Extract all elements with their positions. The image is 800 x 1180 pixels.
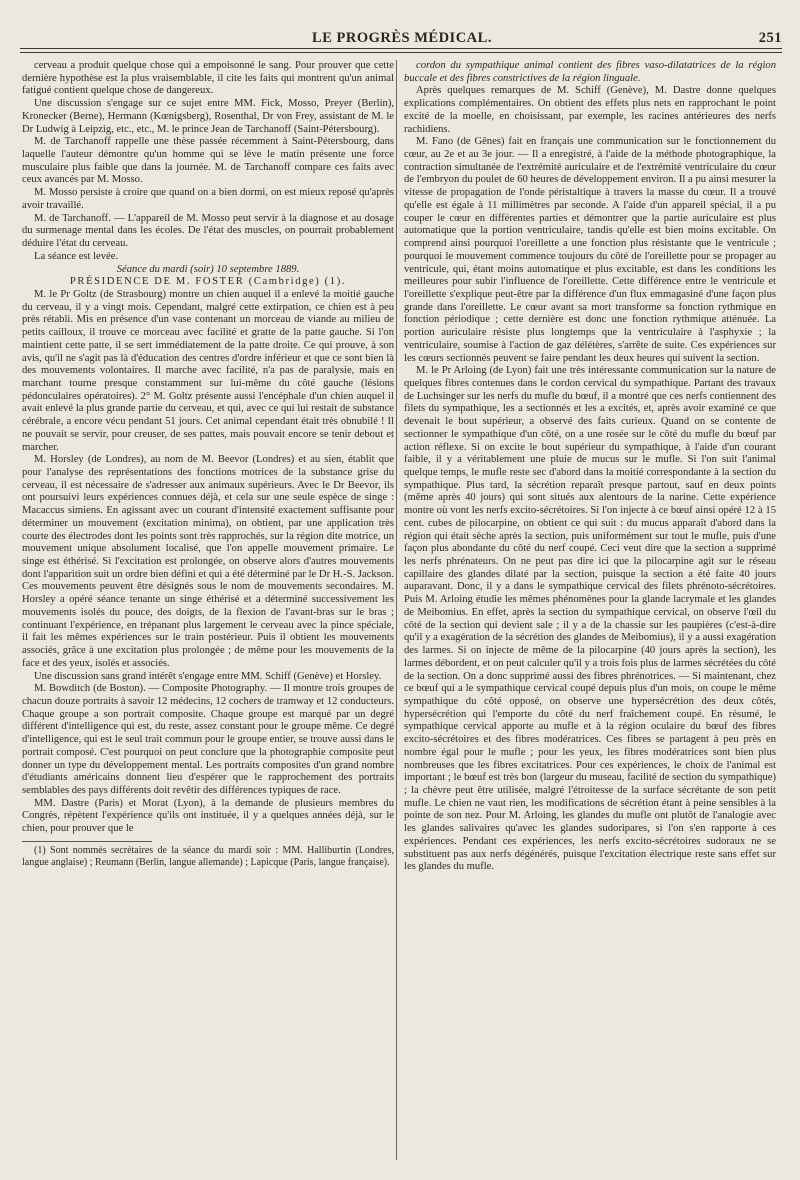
running-header (22, 30, 782, 46)
header-rule (20, 48, 782, 49)
column-divider (396, 60, 397, 1160)
header-rule-thin (20, 52, 782, 53)
paragraph: Une discussion sans grand intérêt s'engage entre MM. Schiff (Genève) et Horsley. (34, 670, 382, 682)
page-number: 251 (758, 30, 782, 46)
paragraph: M. le Pr Arloing (de Lyon) fait une très intéressante communication sur la nature de quelques fibres contenues dans le cordon cervical du sympathique. Partant des travaux de Luchsinger sur les nerfs du mufle du bœuf, il a montré que ces nerfs contiennent des filets du sympathique, les a sectionnés et les a excités, et, après avoir examiné ce que devenait le bout supérieur, a observé des faits curieux. Quand on se contente de sectionner le sympathique d'un côté, on a une rosée sur le côté du mufle du bœuf par action réflexe. Si on excite le bout supérieur du sympathique, à l'aide d'un courant faible, il y a véritablement une pluie de mucus sur le mufle. Si l'on suit l'animal quelque temps, le mufle reste sec d'abord dans la moitié correspondante à la section du sympathique. Plus tard, la sécrétion reparaît presque partout, sauf en deux points (même après 40 jours) qui sont situés aux alentours de la narine. Cette expérience montre où vont les nerfs excito-sécrétoires. Si l'on injecte à ce bœuf ainsi opéré 12 à 15 cent. cubes de pilocarpine, on obtient ce qui suit : du mucus apparaît d'abord dans la région qui était sèche après la section, puis uniformément sur tout le mufle, puis d'une façon plus abondante du côté du nerf coupé. Ceci veut dire que la section a supprimé les nerfs phrénateurs. On ne peut pas dire ici que la pilocarpine agit sur le réseau capillaire des glandes dilaté par la section, puisque la section a été faite 40 jours auparavant. Donc, il y a dans le sympathique cervical des filets phrénoto-sécrétoires. Puis M. Arloing étudie les mêmes phénomènes pour la glande lacrymale et les glandes de Meibomius. En effet, après la section du sympathique cervical, on observe l'œil du côté de la section qui devient sale ; il y a de la chassie sur les paupières (c'est-à-dire qu'il y a exagération de la sécrétion des glandes de Meibomius), il y a aussi exagération des larmes. Si on injecte de même de la pilocarpine (40 jours après la section), les larmes débordent, et on peut calculer qu'il y a trois fois plus de larmes sécrétées du côté de la section. On a donc supprimé aussi des fibres phrénotrices. — Si maintenant, chez ce bœuf qui a le sympathique cervical coupé depuis plus d'un mois, on coupe le même sympathique du côté opposé, on observe une hypersécrétion des deux côtés, hypersécrétion qui l'emporte du côté du nerf fraîchement coupé. En résumé, le sympathique cervical apporte au mufle et à la région oculaire du bœuf des fibres excito-sécrétoires et des fibres modératrices. Ces fibres se partagent à peu près en nombre égal pour le mufle ; pour les yeux, les fibres modératrices sont bien plus nombreuses que les fibres excitatrices. Pour ces expériences, le choix de l'animal est important ; le bœuf est très bon (largeur du museau, facilité de section du sympathique) ; la chèvre peut être utilisée, malgré l'étroitesse de la surface sécrétante de son petit mufle. Le chien ne vaut rien, les modifications de sécrétion étant à peine sensibles à la pointe de son nez. Pour M. Arloing, les glandes du mufle ont plutôt de l'analogie avec les glandes salivaires qu'avec les glandes sudoripares, si l'on s'en rapporte à ces expériences. Pendant ces expériences, les nerfs excito-sécrétoires sudoraux ne se substituent pas aux nerfs dégénérés, puisque l'excitation électrique reste sans effet sur les glandes du mufle. (404, 365, 776, 873)
paragraph: M. Fano (de Gênes) fait en français une communication sur le fonctionnement du cœur, au 2e et au 3e jour. — Il a enregistré, à l'aide de la méthode photographique, la contraction simultanée de l'extrémité auriculaire et de l'extrémité ventriculaire du cœur de l'embryon du poulet de 60 heures de développement environ. Il a pu ainsi mesurer la vitesse de propagation de l'onde péristaltique à travers la masse du cœur. Il a trouvé qu'elle est égale à 11 millimètres par seconde. A l'aide d'un appareil spécial, il a pu couper le cœur en différentes parties et démontrer que la partie auriculaire est plus automatique que la portion ventriculaire, tandis qu'elle est bien moins excitable. On comprend ainsi pourquoi l'oreillette a une fonction plus résistante que le ventricule ; pourquoi le mouvement commence toujours du côté de l'oreillette pour se propager au ventricule, qui, étant moins automatique et plus excitable, est dans les conditions les meilleures pour subir l'influence de l'oreillette. Cette différence entre le ventricule et l'oreillette s'explique peut-être par la différence d'un flux emmagasiné d'une façon plus grande dans l'oreillette. Le cœur avant sa mort transforme sa fonction rythmique en fonction périodique ; cette dernière est donc une fonction rythmique atténuée. La portion auriculaire résiste plus longtemps que la ventriculaire à l'asphyxie ; la ventriculaire, soumise à l'action de gaz délétères, s'arrête de suite. Ces expériences sur les cœurs sectionnés peuvent se faire pendant les deux heures qui suivent la section. (404, 136, 776, 364)
paragraph: MM. Dastre (Paris) et Morat (Lyon), à la demande de plusieurs membres du Congrès, répètent l'expérience qu'ils ont instituée, il y a quelques années déjà, sur le chien, pour prouver que le (22, 797, 394, 835)
paragraph: M. Mosso persiste à croire que quand on a bien dormi, on est mieux reposé qu'après avoir travaillé. (22, 187, 394, 211)
journal-title: LE PROGRÈS MÉDICAL. (312, 30, 492, 46)
paragraph: M. de Tarchanoff rappelle une thèse passée récemment à Saint-Pétersbourg, dans laquelle l'auteur démontre qu'un homme qui se lève le matin présente une force musculaire plus faible que dans la journée. M. de Tarchanoff compare ces faits avec ceux avancés par M. Mosso. (22, 136, 394, 186)
paragraph: Une discussion s'engage sur ce sujet entre MM. Fick, Mosso, Preyer (Berlin), Kronecker (Berne), Hermann (Kœnigsberg), Rosenthal, Dr von Frey, assistant de M. le Dr Ludwig à Leipzig, etc., etc., M. le prince Jean de Tarchanoff (Saint-Pétersbourg). (22, 98, 394, 135)
paragraph: cerveau a produit quelque chose qui a empoisonné le sang. Pour prouver que cette dernière hypothèse est la plus vraisemblable, il cite les faits qui montrent qu'un animal fatigué contient quelque chose de dangereux. (22, 60, 394, 97)
right-column (404, 60, 776, 1168)
paragraph: cordon du sympathique animal contient des fibres vaso-dilatatrices de la région buccale et des fibres constrictives de la région linguale. (404, 60, 776, 84)
footnote-text: (1) Sont nommés secrétaires de la séance du mardi soir : MM. Halliburtin (Londres, langue anglaise) ; Reumann (Berlin, langue allemande) ; Lapicque (Paris, langue française). (22, 844, 394, 868)
paragraph: M. de Tarchanoff. — L'appareil de M. Mosso peut servir à la diagnose et au dosage du surmenage mental dans les écoles. De l'état des muscles, on pourrait probablement déduire l'état du cerveau. (22, 212, 394, 250)
paragraph: La séance est levée. (34, 250, 119, 262)
paragraph: M. Horsley (de Londres), au nom de M. Beevor (Londres) et au sien, établit que pour l'analyse des représentations des fonctions motrices de la substance grise du cerveau, il est nécessaire de s'adresser aux animaux supérieurs. Avec le Dr Beevor, ils ont poursuivi leurs expériences connues déjà, et cela sur une seule espèce de singe : Macaccus simiens. En agissant avec un courant d'intensité exactement suffisante pour déterminer un mouvement (excitation minima), on obtient, par une application très courte des électrodes dont les points sont très rapprochés, sur la région dite motrice, un mouvement unique absolument localisé, que l'on appelle mouvement primaire. Le singe est éthérisé. Si l'excitation est prolongée, on observe alors d'autres mouvements dont l'apparition suit un ordre bien défini et qui a été déterminé par le Dr H.-S. Jackson. Ces mouvements peuvent être désignés sous le nom de mouvements secondaires. M. Horsley a opéré séance tenante un singe éthérisé et a déterminé successivement les mouvements isolés du pouce, des doigts, de la flexion de l'avant-bras sur le bras ; continuant l'expérience, en trépanant plus largement le cerveau avec la pince spéciale, il fait les mêmes expériences sur le train postérieur. Puis il obtient les mouvements associés, grâce à une excitation plus prolongée ; de même pour les mouvements de la face et des yeux, isolés et associés. (22, 454, 394, 669)
left-column (22, 60, 394, 1168)
footnote (22, 845, 394, 869)
session-heading: Séance du mardi (soir) 10 septembre 1889. (116, 263, 300, 275)
presidence-heading: PRÉSIDENCE DE M. FOSTER (Cambridge) (1). (69, 276, 347, 288)
paragraph: M. Bowditch (de Boston). — Composite Photography. — Il montre trois groupes de chacun douze portraits à savoir 12 médecins, 12 cochers de tramway et 12 conducteurs. Chaque groupe a son portrait composite. Chaque groupe est marqué par un degré différent d'intelligence qui est, du reste, assez constant pour le groupe même. Ce degré d'intelligence, qui est le seul trait commun pour le groupe entier, se trouve aussi dans le portrait composé. C'est pourquoi on peut conclure que la photographie composite peut donner un type du développement mental. Les portraits composites d'un grand nombre d'étudiants américains donnent lieu d'espérer que le rapprochement des portraits semblables des pays différents doit revêtir des différences typiques de race. (22, 683, 394, 796)
paragraph: M. le Pr Goltz (de Strasbourg) montre un chien auquel il a enlevé la moitié gauche du cerveau, il y a vingt mois. Cependant, malgré cette extirpation, ce chien est à peu près rétabli. Mis en présence d'un vase contenant un morceau de viande au milieu de petits cailloux, il trouve ce morceau avec facilité et gratte de la patte gauche. Si l'on maintient cette patte, il se sert immédiatement de la patte droite. Ce qui prouve, à son avis, qu'il ne s'agit pas là d'éducation des centres d'ordre inférieur et que ce sont bien là des mouvements volontaires. Il marche avec facilité, n'a pas de paralysie, mais en marchant tourne presque constamment sur lui-même du côté gauche (lésions pédonculaires opératoires). 2° M. Goltz présente aussi l'encéphale d'un chien auquel il avait enlevé la plus grande partie du cerveau, et qui, avec ce qui lui restait de substance cérébrale, a encore vécu pendant 51 jours. Cet animal cependant était très obnubilé ! Il ne pouvait se servir, pour creuser, de ses pattes, mais pouvait encore se tenir debout et marcher. (22, 288, 394, 453)
footnote-rule (22, 841, 152, 842)
paragraph: Après quelques remarques de M. Schiff (Genève), M. Dastre donne quelques explications complémentaires. On obtient des effets plus nets en rapprochant le point excité de la moelle, en choisissant, par exemple, les racines antérieures des nerfs rachidiens. (404, 85, 776, 135)
